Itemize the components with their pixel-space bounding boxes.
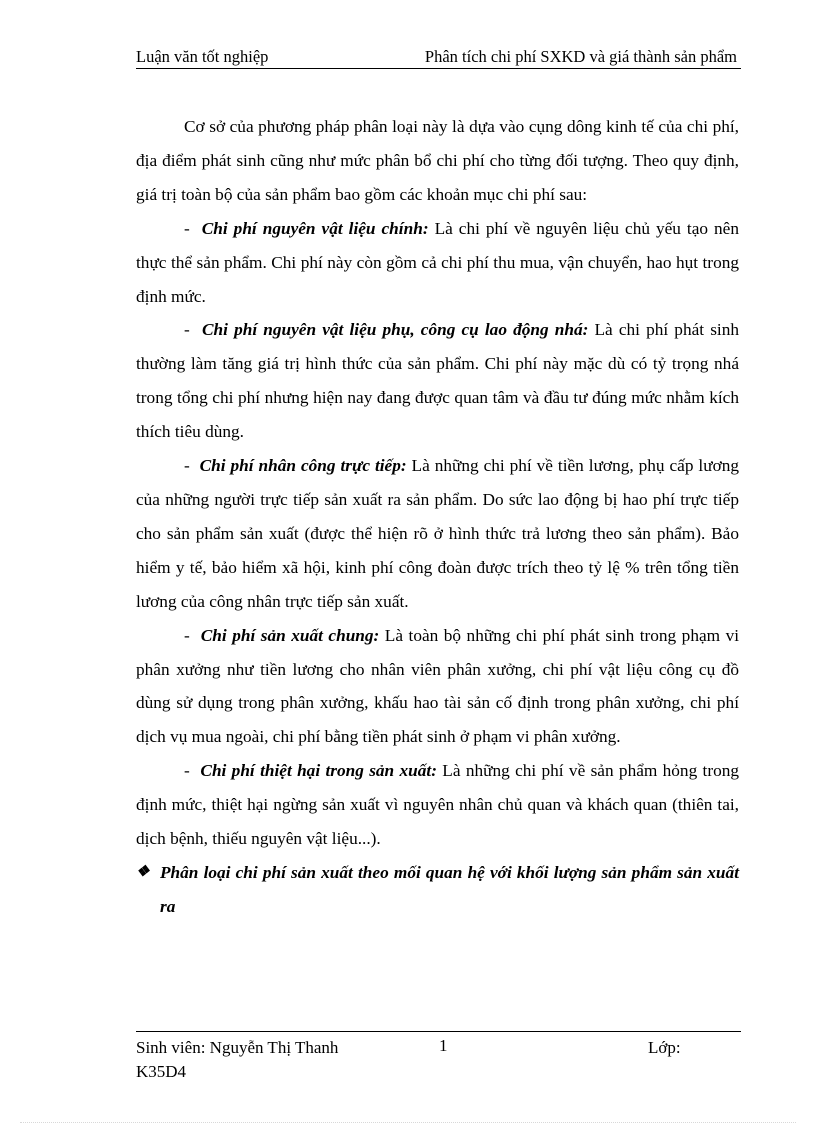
- cost-item-text: Là chi phí về nguyên liệu chủ yếu tạo nên thực thể sản phẩm. Chi phí này còn gồm cả chi phí thu mua, vận chuyển, hao hụt trong định mức.: [136, 218, 739, 306]
- cost-item-5: - Chi phí thiệt hại trong sản xuất: Là những chi phí về sản phẩm hỏng trong định mức, thiệt hại ngừng sản xuất vì nguyên nhân chủ quan và khách quan (thiên tai, dịch bệnh, thiếu nguyên vật liệu...).: [136, 761, 740, 849]
- cost-item-1: - Chi phí nguyên vật liệu chính: Là chi phí về nguyên liệu chủ yếu tạo nên thực thể sản phẩm. Chi phí này còn gồm cả chi phí thu mua, vận chuyển, hao hụt trong định mức.: [136, 218, 739, 306]
- header-left-title: Luận văn tốt nghiệp: [136, 47, 269, 66]
- footer-student: Sinh viên: Nguyễn Thị Thanh K35D4: [136, 1038, 339, 1081]
- cost-item-term: Chi phí nguyên vật liệu chính:: [201, 218, 429, 238]
- page-number: 1: [439, 1036, 448, 1055]
- document-body: [136, 110, 739, 924]
- cost-item-2: - Chi phí nguyên vật liệu phụ, công cụ lao động nhá: Là chi phí phát sinh thường làm tăng giá trị hình thức của sản phẩm. Chi phí này mặc dù có tỷ trọng nhá trong tổng chi phí nhưng hiện nay đang được quan tâm và đầu tư đúng mức nhằm kích thích tiêu dùng.: [136, 320, 739, 442]
- section-heading: [136, 856, 739, 924]
- cost-item-3: - Chi phí nhân công trực tiếp: Là những chi phí về tiền lương, phụ cấp lương của những người trực tiếp sản xuất ra sản phẩm. Do sức lao động bị hao phí trực tiếp cho sản phẩm sản xuất (được thể hiện rõ ở hình thức trả lương theo sản phẩm). Bảo hiểm y tế, bảo hiểm xã hội, kinh phí công đoàn được trích theo tỷ lệ % trên tổng tiền lương của công nhân trực tiếp sản xuất.: [136, 456, 739, 611]
- page-footer: [136, 1031, 741, 1081]
- cost-item-term: Chi phí sản xuất chung:: [200, 625, 380, 645]
- cost-item-text: Là những chi phí về sản phẩm hỏng trong định mức, thiệt hại ngừng sản xuất vì nguyên nhân chủ quan và khách quan (thiên tai, dịch bệnh, thiếu nguyên vật liệu...).: [136, 761, 740, 849]
- cost-item-text: Là những chi phí về tiền lương, phụ cấp lương của những người trực tiếp sản xuất ra sản phẩm. Do sức lao động bị hao phí trực tiếp cho sản phẩm sản xuất (được thể hiện rõ ở hình thức trả lương theo sản phẩm). Bảo hiểm y tế, bảo hiểm xã hội, kinh phí công đoàn được trích theo tỷ lệ % trên tổng tiền lương của công nhân trực tiếp sản xuất.: [136, 456, 739, 611]
- cost-item-text: Là toàn bộ những chi phí phát sinh trong phạm vi phân xưởng như tiền lương cho nhân viên phân xưởng, chi phí vật liệu công cụ đồ dùng sử dụng trong phân xưởng, khấu hao tài sản cố định trong phân xưởng, chi phí dịch vụ mua ngoài, chi phí bằng tiền phát sinh ở phạm vi phân xưởng.: [136, 625, 740, 747]
- cost-item-4: - Chi phí sản xuất chung: Là toàn bộ những chi phí phát sinh trong phạm vi phân xưởng như tiền lương cho nhân viên phân xưởng, chi phí vật liệu công cụ đồ dùng sử dụng trong phân xưởng, khấu hao tài sản cố định trong phân xưởng, chi phí dịch vụ mua ngoài, chi phí bằng tiền phát sinh ở phạm vi phân xưởng.: [136, 625, 740, 747]
- footer-class-label: Lớp:: [648, 1038, 681, 1057]
- cost-item-term: Chi phí thiệt hại trong sản xuất:: [200, 761, 437, 781]
- section-heading-text: Phân loại chi phí sản xuất theo mối quan hệ với khối lượng sản phẩm sản xuất ra: [160, 862, 739, 916]
- intro-paragraph: Cơ sở của phương pháp phân loại này là dựa vào cụng dông kinh tế của chi phí, địa điểm phát sinh cũng như mức phân bổ chi phí cho từng đối tượng. Theo quy định, giá trị toàn bộ của sản phẩm bao gồm các khoản mục chi phí sau:: [136, 117, 739, 204]
- header-right-title: Phân tích chi phí SXKD và giá thành sản phẩm: [424, 47, 737, 66]
- cost-item-term: Chi phí nhân công trực tiếp:: [199, 456, 407, 476]
- diamond-bullet-icon: ❖: [136, 863, 150, 880]
- cost-item-term: Chi phí nguyên vật liệu phụ, công cụ lao động nhá:: [202, 320, 589, 340]
- cost-item-text: Là chi phí phát sinh thường làm tăng giá trị hình thức của sản phẩm. Chi phí này mặc dù có tỷ trọng nhá trong tổng chi phí nhưng hiện nay đang được quan tâm và đầu tư đúng mức nhằm kích thích tiêu dùng.: [136, 320, 739, 442]
- page-header: [136, 46, 741, 69]
